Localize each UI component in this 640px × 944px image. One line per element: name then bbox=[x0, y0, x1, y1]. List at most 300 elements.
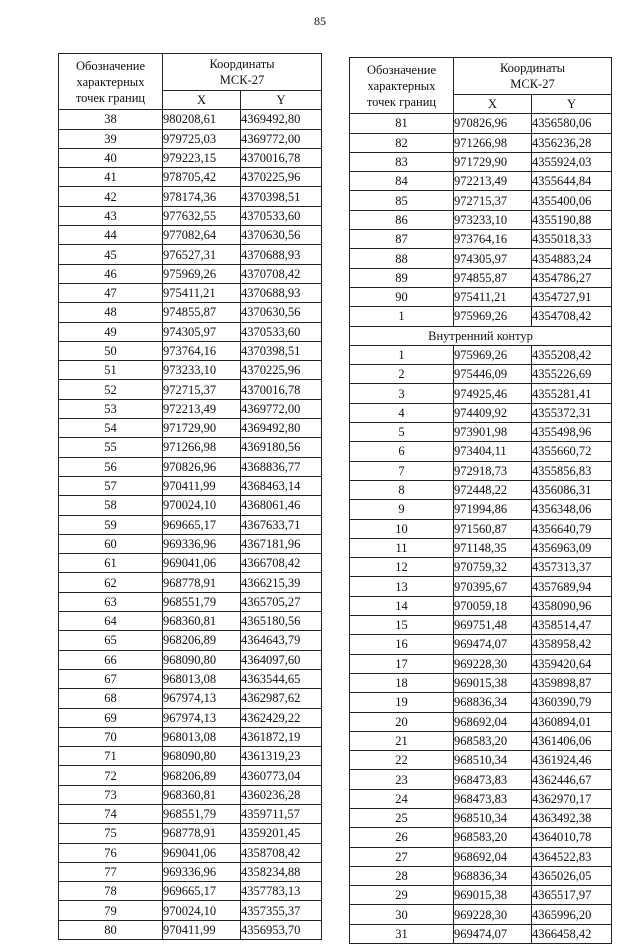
table-row bbox=[59, 631, 322, 650]
x-coordinate-cell: 970395,67 bbox=[454, 577, 532, 596]
x-coordinate-cell: 968551,79 bbox=[163, 804, 241, 823]
y-coordinate-cell: 4368836,77 bbox=[241, 457, 322, 476]
table-row bbox=[350, 673, 612, 692]
point-number-cell: 11 bbox=[350, 538, 454, 557]
y-coordinate-cell: 4362970,17 bbox=[532, 789, 612, 808]
y-coordinate-cell: 4369492,80 bbox=[241, 110, 322, 129]
y-coordinate-cell: 4365517,97 bbox=[532, 886, 612, 905]
table-row bbox=[350, 596, 612, 615]
table-row bbox=[350, 365, 612, 384]
point-number-cell: 49 bbox=[59, 322, 163, 341]
x-coordinate-cell: 971266,98 bbox=[454, 133, 532, 152]
point-number-cell: 46 bbox=[59, 264, 163, 283]
point-number-cell: 29 bbox=[350, 886, 454, 905]
x-coordinate-cell: 969015,38 bbox=[454, 886, 532, 905]
table-row bbox=[350, 249, 612, 268]
point-number-cell: 85 bbox=[350, 191, 454, 210]
section-row bbox=[350, 326, 612, 345]
x-coordinate-cell: 972715,37 bbox=[163, 380, 241, 399]
x-coordinate-cell: 969474,07 bbox=[454, 635, 532, 654]
y-coordinate-cell: 4355644,84 bbox=[532, 172, 612, 191]
x-coordinate-cell: 979223,15 bbox=[163, 148, 241, 167]
table-row bbox=[59, 534, 322, 553]
x-coordinate-cell: 970826,96 bbox=[454, 114, 532, 133]
y-coordinate-cell: 4355498,96 bbox=[532, 423, 612, 442]
page-number: 85 bbox=[314, 14, 326, 28]
point-number-cell: 25 bbox=[350, 808, 454, 827]
y-coordinate-cell: 4366458,42 bbox=[532, 924, 612, 943]
table-row bbox=[59, 669, 322, 688]
y-coordinate-cell: 4360236,28 bbox=[241, 785, 322, 804]
table-row bbox=[350, 345, 612, 364]
x-coordinate-cell: 968583,20 bbox=[454, 828, 532, 847]
table-row bbox=[350, 770, 612, 789]
x-coordinate-cell: 976527,31 bbox=[163, 245, 241, 264]
y-coordinate-cell: 4365026,05 bbox=[532, 866, 612, 885]
point-number-cell: 74 bbox=[59, 804, 163, 823]
y-coordinate-cell: 4355924,03 bbox=[532, 152, 612, 171]
point-number-cell: 71 bbox=[59, 747, 163, 766]
point-number-cell: 42 bbox=[59, 187, 163, 206]
point-number-cell: 90 bbox=[350, 287, 454, 306]
x-coordinate-cell: 972213,49 bbox=[163, 399, 241, 418]
y-coordinate-cell: 4359898,87 bbox=[532, 673, 612, 692]
header-line: характерных bbox=[367, 78, 436, 93]
y-coordinate-cell: 4369492,80 bbox=[241, 419, 322, 438]
point-number-cell: 41 bbox=[59, 168, 163, 187]
x-coordinate-cell: 969751,48 bbox=[454, 616, 532, 635]
table-row bbox=[59, 283, 322, 302]
table-row bbox=[59, 245, 322, 264]
table-row bbox=[350, 751, 612, 770]
x-coordinate-cell: 968473,83 bbox=[454, 770, 532, 789]
table-row bbox=[59, 862, 322, 881]
y-coordinate-cell: 4368061,46 bbox=[241, 496, 322, 515]
x-coordinate-cell: 968206,89 bbox=[163, 766, 241, 785]
y-coordinate-cell: 4370630,56 bbox=[241, 303, 322, 322]
table-row bbox=[350, 789, 612, 808]
table-row bbox=[59, 322, 322, 341]
y-coordinate-cell: 4355400,06 bbox=[532, 191, 612, 210]
y-coordinate-cell: 4369772,00 bbox=[241, 129, 322, 148]
x-coordinate-cell: 974305,97 bbox=[163, 322, 241, 341]
table-row bbox=[59, 727, 322, 746]
y-coordinate-cell: 4354708,42 bbox=[532, 307, 612, 326]
y-coordinate-cell: 4366708,42 bbox=[241, 554, 322, 573]
table-row bbox=[350, 866, 612, 885]
table-row bbox=[350, 635, 612, 654]
point-number-cell: 13 bbox=[350, 577, 454, 596]
y-coordinate-cell: 4359201,45 bbox=[241, 824, 322, 843]
table-row bbox=[59, 650, 322, 669]
table-row bbox=[350, 423, 612, 442]
header-line: Координаты bbox=[499, 61, 566, 75]
y-coordinate-cell: 4355372,31 bbox=[532, 403, 612, 422]
point-number-cell: 26 bbox=[350, 828, 454, 847]
table-row bbox=[59, 554, 322, 573]
x-coordinate-cell: 968692,04 bbox=[454, 847, 532, 866]
x-coordinate-cell: 971266,98 bbox=[163, 438, 241, 457]
y-coordinate-cell: 4370533,60 bbox=[241, 206, 322, 225]
y-coordinate-cell: 4370533,60 bbox=[241, 322, 322, 341]
x-coordinate-cell: 972715,37 bbox=[454, 191, 532, 210]
table-row bbox=[350, 519, 612, 538]
x-coordinate-cell: 978705,42 bbox=[163, 168, 241, 187]
x-coordinate-cell: 971560,87 bbox=[454, 519, 532, 538]
point-number-cell: 84 bbox=[350, 172, 454, 191]
header-line: точек границ bbox=[366, 94, 437, 109]
table-body-outer-contour bbox=[350, 114, 612, 326]
point-number-cell: 63 bbox=[59, 592, 163, 611]
table-row bbox=[59, 148, 322, 167]
x-coordinate-cell: 975969,26 bbox=[163, 264, 241, 283]
point-number-cell: 58 bbox=[59, 496, 163, 515]
table-row bbox=[59, 419, 322, 438]
x-coordinate-cell: 972448,22 bbox=[454, 480, 532, 499]
y-coordinate-cell: 4358234,88 bbox=[241, 862, 322, 881]
point-number-cell: 67 bbox=[59, 669, 163, 688]
x-coordinate-cell: 977082,64 bbox=[163, 226, 241, 245]
x-coordinate-cell: 977632,55 bbox=[163, 206, 241, 225]
point-number-cell: 19 bbox=[350, 693, 454, 712]
coordinates-table-right bbox=[349, 57, 612, 944]
y-coordinate-cell: 4366215,39 bbox=[241, 573, 322, 592]
x-coordinate-cell: 975969,26 bbox=[454, 307, 532, 326]
point-number-cell: 88 bbox=[350, 249, 454, 268]
table-row bbox=[59, 708, 322, 727]
x-coordinate-cell: 974409,92 bbox=[454, 403, 532, 422]
point-number-cell: 1 bbox=[350, 345, 454, 364]
point-number-cell: 15 bbox=[350, 616, 454, 635]
x-coordinate-cell: 969228,30 bbox=[454, 654, 532, 673]
inner-contour-label: Внутренний контур bbox=[350, 326, 612, 345]
point-number-cell: 66 bbox=[59, 650, 163, 669]
y-coordinate-cell: 4370688,93 bbox=[241, 283, 322, 302]
y-coordinate-cell: 4358514,47 bbox=[532, 616, 612, 635]
x-coordinate-cell: 972918,73 bbox=[454, 461, 532, 480]
y-coordinate-cell: 4356580,06 bbox=[532, 114, 612, 133]
table-row bbox=[59, 399, 322, 418]
y-coordinate-cell: 4356348,06 bbox=[532, 500, 612, 519]
y-coordinate-cell: 4357313,37 bbox=[532, 558, 612, 577]
table-row bbox=[59, 496, 322, 515]
table-row bbox=[59, 168, 322, 187]
y-coordinate-cell: 4362446,67 bbox=[532, 770, 612, 789]
point-number-cell: 43 bbox=[59, 206, 163, 225]
x-coordinate-cell: 968090,80 bbox=[163, 650, 241, 669]
points-designation-header bbox=[59, 54, 163, 110]
x-coordinate-cell: 967974,13 bbox=[163, 708, 241, 727]
y-coordinate-cell: 4364010,78 bbox=[532, 828, 612, 847]
point-number-cell: 75 bbox=[59, 824, 163, 843]
y-coordinate-cell: 4359420,64 bbox=[532, 654, 612, 673]
y-coordinate-cell: 4370016,78 bbox=[241, 148, 322, 167]
x-coordinate-cell: 971729,90 bbox=[454, 152, 532, 171]
point-number-cell: 8 bbox=[350, 480, 454, 499]
coordinates-table-left bbox=[58, 53, 322, 940]
table-row bbox=[59, 476, 322, 495]
y-coordinate-cell: 4355190,88 bbox=[532, 210, 612, 229]
y-coordinate-cell: 4355208,42 bbox=[532, 345, 612, 364]
point-number-cell: 80 bbox=[59, 920, 163, 939]
table-row bbox=[59, 226, 322, 245]
point-number-cell: 72 bbox=[59, 766, 163, 785]
table-row bbox=[350, 500, 612, 519]
table-row bbox=[59, 785, 322, 804]
y-coordinate-cell: 4355281,41 bbox=[532, 384, 612, 403]
table-row bbox=[350, 577, 612, 596]
y-coordinate-cell: 4358090,96 bbox=[532, 596, 612, 615]
point-number-cell: 54 bbox=[59, 419, 163, 438]
x-coordinate-cell: 969474,07 bbox=[454, 924, 532, 943]
x-coordinate-cell: 969041,06 bbox=[163, 554, 241, 573]
y-coordinate-cell: 4361872,19 bbox=[241, 727, 322, 746]
table-row bbox=[350, 287, 612, 306]
table-row bbox=[59, 824, 322, 843]
table-header-row bbox=[59, 54, 322, 91]
x-coordinate-cell: 969336,96 bbox=[163, 534, 241, 553]
table-row bbox=[59, 766, 322, 785]
y-coordinate-cell: 4363492,38 bbox=[532, 808, 612, 827]
y-coordinate-cell: 4370630,56 bbox=[241, 226, 322, 245]
y-coordinate-cell: 4355226,69 bbox=[532, 365, 612, 384]
header-line: МСК-27 bbox=[510, 77, 555, 91]
table-row bbox=[59, 804, 322, 823]
point-number-cell: 56 bbox=[59, 457, 163, 476]
point-number-cell: 65 bbox=[59, 631, 163, 650]
table-row bbox=[350, 191, 612, 210]
table-row bbox=[59, 129, 322, 148]
y-coordinate-cell: 4357355,37 bbox=[241, 901, 322, 920]
y-coordinate-cell: 4365180,56 bbox=[241, 612, 322, 631]
table-row bbox=[59, 303, 322, 322]
table-body bbox=[59, 110, 322, 940]
point-number-cell: 27 bbox=[350, 847, 454, 866]
y-coordinate-cell: 4361319,23 bbox=[241, 747, 322, 766]
table-row bbox=[350, 693, 612, 712]
point-number-cell: 23 bbox=[350, 770, 454, 789]
point-number-cell: 62 bbox=[59, 573, 163, 592]
table-row bbox=[350, 558, 612, 577]
table-row bbox=[350, 924, 612, 943]
y-coordinate-cell: 4357783,13 bbox=[241, 882, 322, 901]
x-coordinate-cell: 974925,46 bbox=[454, 384, 532, 403]
coordinates-system-header bbox=[163, 54, 322, 91]
y-coordinate-cell: 4370016,78 bbox=[241, 380, 322, 399]
table-row bbox=[59, 341, 322, 360]
table-section-inner bbox=[350, 326, 612, 345]
y-coordinate-cell: 4360894,01 bbox=[532, 712, 612, 731]
x-coordinate-cell: 968510,34 bbox=[454, 808, 532, 827]
y-coordinate-cell: 4368463,14 bbox=[241, 476, 322, 495]
header-line: точек границ bbox=[75, 90, 146, 105]
table-row bbox=[350, 886, 612, 905]
point-number-cell: 61 bbox=[59, 554, 163, 573]
point-number-cell: 21 bbox=[350, 731, 454, 750]
x-coordinate-cell: 979725,03 bbox=[163, 129, 241, 148]
x-coordinate-cell: 970024,10 bbox=[163, 901, 241, 920]
header-line: Координаты bbox=[209, 57, 275, 71]
header-line: характерных bbox=[76, 74, 145, 89]
point-number-cell: 52 bbox=[59, 380, 163, 399]
point-number-cell: 22 bbox=[350, 751, 454, 770]
point-number-cell: 51 bbox=[59, 361, 163, 380]
x-coordinate-cell: 968551,79 bbox=[163, 592, 241, 611]
point-number-cell: 17 bbox=[350, 654, 454, 673]
x-coordinate-cell: 970411,99 bbox=[163, 476, 241, 495]
y-coordinate-cell: 4370688,93 bbox=[241, 245, 322, 264]
y-coordinate-cell: 4362429,22 bbox=[241, 708, 322, 727]
x-coordinate-cell: 973233,10 bbox=[454, 210, 532, 229]
point-number-cell: 86 bbox=[350, 210, 454, 229]
table-row bbox=[350, 847, 612, 866]
table-row bbox=[59, 573, 322, 592]
x-coordinate-cell: 973233,10 bbox=[163, 361, 241, 380]
point-number-cell: 55 bbox=[59, 438, 163, 457]
table-row bbox=[59, 882, 322, 901]
point-number-cell: 31 bbox=[350, 924, 454, 943]
x-coordinate-cell: 980208,61 bbox=[163, 110, 241, 129]
table-row bbox=[59, 438, 322, 457]
y-coordinate-cell: 4361406,06 bbox=[532, 731, 612, 750]
x-coordinate-cell: 975446,09 bbox=[454, 365, 532, 384]
point-number-cell: 18 bbox=[350, 673, 454, 692]
x-coordinate-cell: 970759,32 bbox=[454, 558, 532, 577]
table-row bbox=[59, 515, 322, 534]
table-row bbox=[59, 592, 322, 611]
table-row bbox=[59, 206, 322, 225]
point-number-cell: 73 bbox=[59, 785, 163, 804]
table-row bbox=[350, 654, 612, 673]
point-number-cell: 2 bbox=[350, 365, 454, 384]
point-number-cell: 10 bbox=[350, 519, 454, 538]
x-coordinate-cell: 978174,36 bbox=[163, 187, 241, 206]
point-number-cell: 59 bbox=[59, 515, 163, 534]
table-row bbox=[59, 901, 322, 920]
y-coordinate-cell: 4361924,46 bbox=[532, 751, 612, 770]
point-number-cell: 87 bbox=[350, 230, 454, 249]
x-coordinate-cell: 968013,08 bbox=[163, 669, 241, 688]
table-row bbox=[350, 712, 612, 731]
table-row bbox=[350, 808, 612, 827]
x-coordinate-cell: 973764,16 bbox=[454, 230, 532, 249]
y-coordinate-cell: 4355856,83 bbox=[532, 461, 612, 480]
point-number-cell: 30 bbox=[350, 905, 454, 924]
x-coordinate-cell: 973764,16 bbox=[163, 341, 241, 360]
table-row bbox=[350, 307, 612, 326]
header-line: МСК-27 bbox=[219, 73, 265, 87]
y-coordinate-cell: 4360773,04 bbox=[241, 766, 322, 785]
coordinates-system-header bbox=[454, 58, 612, 95]
x-coordinate-cell: 969041,06 bbox=[163, 843, 241, 862]
point-number-cell: 45 bbox=[59, 245, 163, 264]
x-coordinate-cell: 975411,21 bbox=[163, 283, 241, 302]
y-coordinate-cell: 4355018,33 bbox=[532, 230, 612, 249]
point-number-cell: 40 bbox=[59, 148, 163, 167]
x-coordinate-cell: 968090,80 bbox=[163, 747, 241, 766]
table-row bbox=[350, 152, 612, 171]
point-number-cell: 38 bbox=[59, 110, 163, 129]
table-row bbox=[350, 210, 612, 229]
header-line: Обозначение bbox=[75, 58, 146, 73]
table-row bbox=[59, 747, 322, 766]
y-coordinate-cell: 4356640,79 bbox=[532, 519, 612, 538]
y-coordinate-cell: 4359711,57 bbox=[241, 804, 322, 823]
x-coordinate-cell: 968583,20 bbox=[454, 731, 532, 750]
y-coordinate-cell: 4358958,42 bbox=[532, 635, 612, 654]
y-coordinate-cell: 4364643,79 bbox=[241, 631, 322, 650]
point-number-cell: 50 bbox=[59, 341, 163, 360]
table-header-row bbox=[350, 58, 612, 95]
table-row bbox=[59, 361, 322, 380]
point-number-cell: 89 bbox=[350, 268, 454, 287]
point-number-cell: 68 bbox=[59, 689, 163, 708]
y-coordinate-cell: 4369772,00 bbox=[241, 399, 322, 418]
table-row bbox=[59, 380, 322, 399]
y-coordinate-cell: 4362987,62 bbox=[241, 689, 322, 708]
x-coordinate-cell: 968836,34 bbox=[454, 866, 532, 885]
x-coordinate-cell: 971994,86 bbox=[454, 500, 532, 519]
y-coordinate-cell: 4369180,56 bbox=[241, 438, 322, 457]
y-coordinate-cell: 4355660,72 bbox=[532, 442, 612, 461]
x-coordinate-cell: 969665,17 bbox=[163, 882, 241, 901]
y-coordinate-cell: 4365705,27 bbox=[241, 592, 322, 611]
table-row bbox=[350, 403, 612, 422]
x-coordinate-cell: 974305,97 bbox=[454, 249, 532, 268]
point-number-cell: 28 bbox=[350, 866, 454, 885]
x-coordinate-cell: 968206,89 bbox=[163, 631, 241, 650]
point-number-cell: 60 bbox=[59, 534, 163, 553]
table-row bbox=[350, 828, 612, 847]
point-number-cell: 39 bbox=[59, 129, 163, 148]
table-row bbox=[350, 114, 612, 133]
y-coordinate-cell: 4354883,24 bbox=[532, 249, 612, 268]
points-designation-header bbox=[350, 58, 454, 114]
y-coordinate-cell: 4364522,83 bbox=[532, 847, 612, 866]
point-number-cell: 7 bbox=[350, 461, 454, 480]
y-coordinate-cell: 4370225,96 bbox=[241, 168, 322, 187]
x-column-header: X bbox=[454, 95, 532, 114]
table-row bbox=[59, 612, 322, 631]
x-coordinate-cell: 968778,91 bbox=[163, 824, 241, 843]
y-coordinate-cell: 4364097,60 bbox=[241, 650, 322, 669]
y-coordinate-cell: 4356963,09 bbox=[532, 538, 612, 557]
point-number-cell: 76 bbox=[59, 843, 163, 862]
x-coordinate-cell: 970024,10 bbox=[163, 496, 241, 515]
point-number-cell: 82 bbox=[350, 133, 454, 152]
y-coordinate-cell: 4370398,51 bbox=[241, 341, 322, 360]
y-coordinate-cell: 4370708,42 bbox=[241, 264, 322, 283]
table-row bbox=[350, 172, 612, 191]
point-number-cell: 83 bbox=[350, 152, 454, 171]
point-number-cell: 6 bbox=[350, 442, 454, 461]
table-row bbox=[350, 905, 612, 924]
x-coordinate-cell: 971729,90 bbox=[163, 419, 241, 438]
x-coordinate-cell: 969665,17 bbox=[163, 515, 241, 534]
x-coordinate-cell: 973901,98 bbox=[454, 423, 532, 442]
x-coordinate-cell: 968013,08 bbox=[163, 727, 241, 746]
table-row bbox=[59, 843, 322, 862]
table-row bbox=[59, 920, 322, 939]
table-row bbox=[350, 384, 612, 403]
x-coordinate-cell: 970059,18 bbox=[454, 596, 532, 615]
point-number-cell: 4 bbox=[350, 403, 454, 422]
x-coordinate-cell: 969336,96 bbox=[163, 862, 241, 881]
y-coordinate-cell: 4365996,20 bbox=[532, 905, 612, 924]
y-coordinate-cell: 4356086,31 bbox=[532, 480, 612, 499]
y-coordinate-cell: 4357689,94 bbox=[532, 577, 612, 596]
y-coordinate-cell: 4356236,28 bbox=[532, 133, 612, 152]
